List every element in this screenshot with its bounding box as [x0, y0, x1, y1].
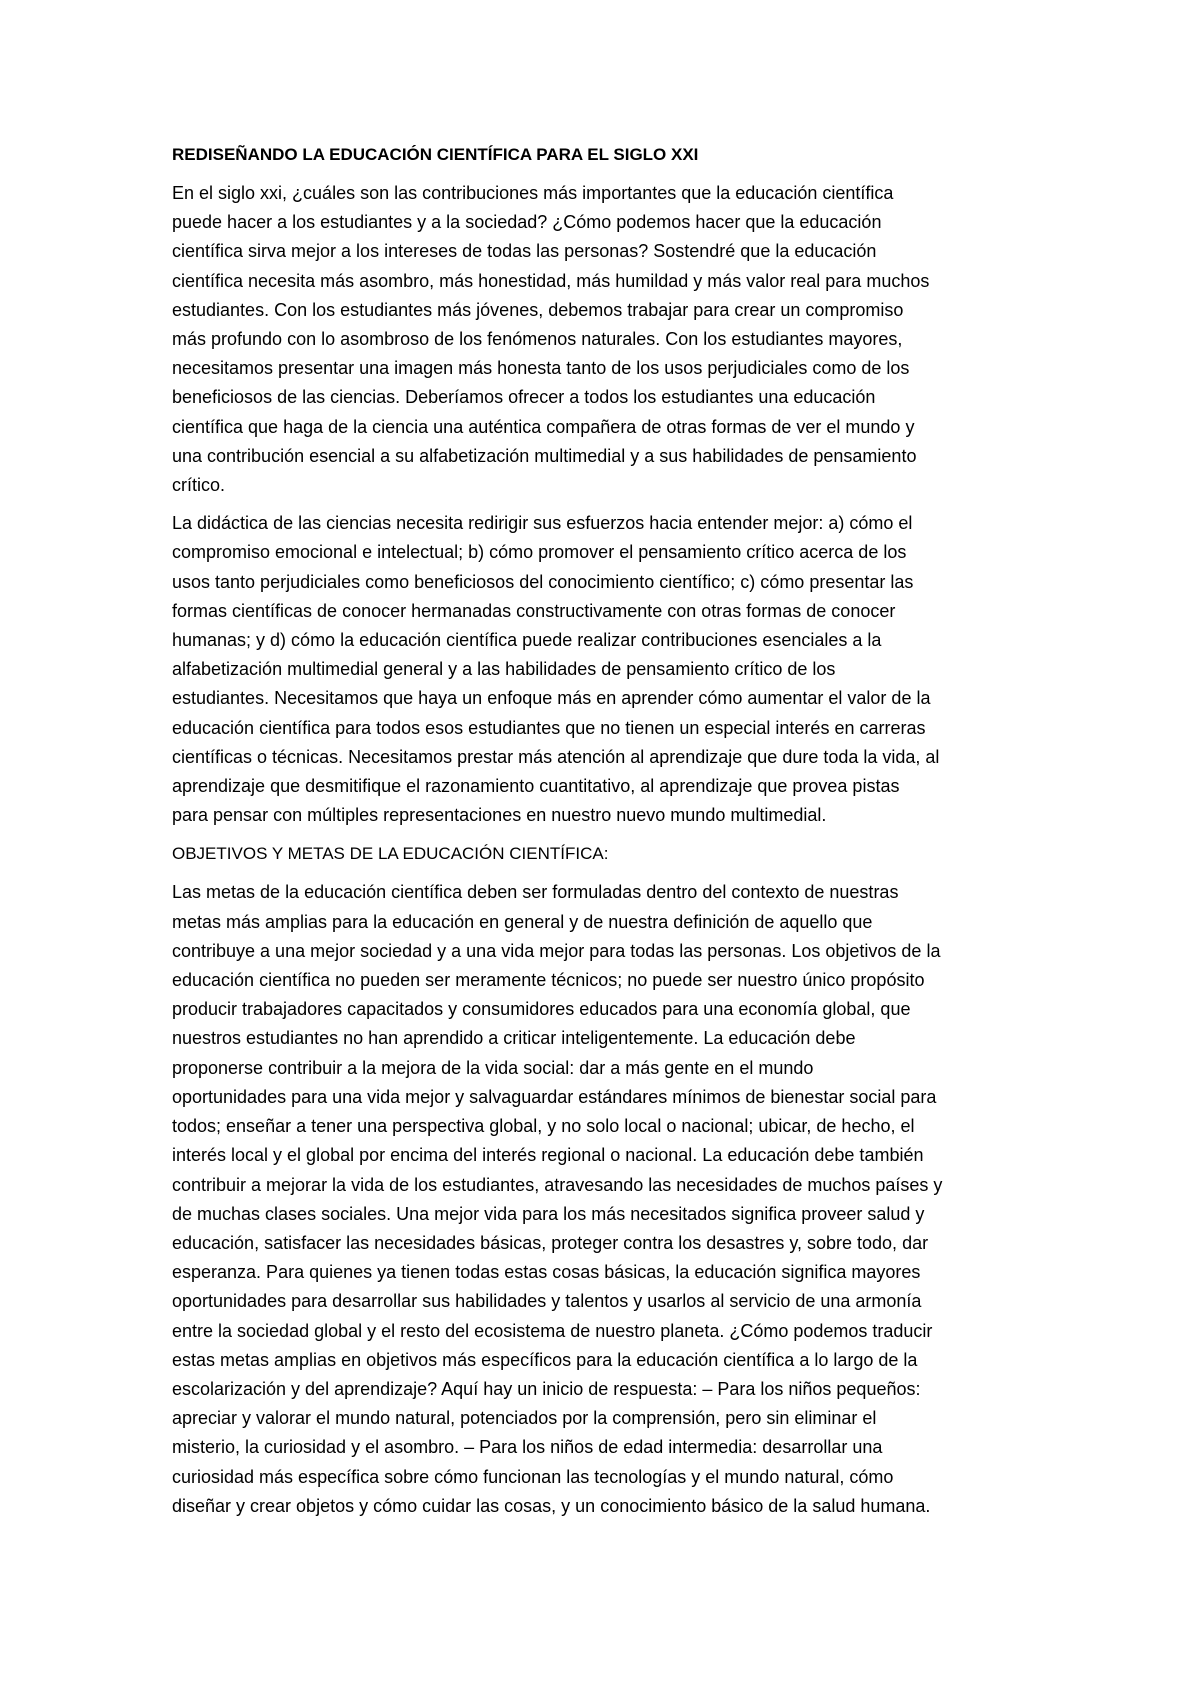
text-line: nuestros estudiantes no han aprendido a criticar inteligentemente. La educación debe — [172, 1028, 856, 1049]
text-line: científica que haga de la ciencia una auténtica compañera de otras formas de ver el mundo y — [172, 416, 915, 437]
paragraph-didactics — [172, 509, 1040, 830]
text-line: escolarización y del aprendizaje? Aquí hay un inicio de respuesta: – Para los niños pequeños: — [172, 1378, 921, 1399]
text-line: entre la sociedad global y el resto del ecosistema de nuestro planeta. ¿Cómo podemos traducir — [172, 1320, 933, 1341]
text-line: estudiantes. Con los estudiantes más jóvenes, debemos trabajar para crear un compromiso — [172, 299, 904, 320]
text-line: contribuir a mejorar la vida de los estudiantes, atravesando las necesidades de muchos países y — [172, 1174, 943, 1195]
text-line: estudiantes. Necesitamos que haya un enfoque más en aprender cómo aumentar el valor de la — [172, 688, 931, 709]
paragraph-intro — [172, 179, 1040, 500]
text-line: aprendizaje que desmitifique el razonamiento cuantitativo, al aprendizaje que provea pistas — [172, 776, 900, 797]
text-line: de muchas clases sociales. Una mejor vida para los más necesitados significa proveer salud y — [172, 1203, 925, 1224]
section-heading: OBJETIVOS Y METAS DE LA EDUCACIÓN CIENTÍFICA: — [172, 844, 609, 864]
text-line: En el siglo xxi, ¿cuáles son las contribuciones más importantes que la educación científica — [172, 183, 894, 203]
document-page — [172, 140, 1040, 1530]
text-line: oportunidades para una vida mejor y salvaguardar estándares mínimos de bienestar social para — [172, 1086, 937, 1107]
text-line: educación científica no pueden ser meramente técnicos; no puede ser nuestro único propósito — [172, 970, 925, 991]
text-line: diseñar y crear objetos y cómo cuidar las cosas, y un conocimiento básico de la salud humana. — [172, 1495, 931, 1516]
text-line: Las metas de la educación científica deben ser formuladas dentro del contexto de nuestras — [172, 882, 899, 903]
text-line: formas científicas de conocer hermanadas constructivamente con otras formas de conocer — [172, 600, 896, 621]
text-line: educación científica para todos esos estudiantes que no tienen un especial interés en carreras — [172, 717, 926, 738]
text-line: contribuye a una mejor sociedad y a una vida mejor para todas las personas. Los objetivos de la — [172, 940, 941, 961]
text-line: misterio, la curiosidad y el asombro. – Para los niños de edad intermedia: desarrollar una — [172, 1437, 883, 1458]
text-line: curiosidad más específica sobre cómo funcionan las tecnologías y el mundo natural, cómo — [172, 1466, 894, 1487]
text-line: beneficiosos de las ciencias. Deberíamos ofrecer a todos los estudiantes una educación — [172, 387, 876, 408]
text-line: científicas o técnicas. Necesitamos prestar más atención al aprendizaje que dure toda la vida, al — [172, 746, 940, 767]
text-line: para pensar con múltiples representaciones en nuestro nuevo mundo multimedial. — [172, 805, 827, 826]
text-line: usos tanto perjudiciales como beneficiosos del conocimiento científico; c) cómo presentar las — [172, 571, 914, 592]
text-line: interés local y el global por encima del interés regional o nacional. La educación debe también — [172, 1145, 924, 1166]
text-line: educación, satisfacer las necesidades básicas, proteger contra los desastres y, sobre todo, dar — [172, 1232, 929, 1253]
text-line: científica necesita más asombro, más honestidad, más humildad y más valor real para muchos — [172, 270, 930, 291]
text-line: todos; enseñar a tener una perspectiva global, y no solo local o nacional; ubicar, de hecho, el — [172, 1116, 915, 1137]
text-line: científica sirva mejor a los intereses de todas las personas? Sostendré que la educación — [172, 241, 877, 262]
text-line: compromiso emocional e intelectual; b) cómo promover el pensamiento crítico acerca de los — [172, 542, 907, 563]
text-line: metas más amplias para la educación en general y de nuestra definición de aquello que — [172, 911, 873, 932]
text-line: puede hacer a los estudiantes y a la sociedad? ¿Cómo podemos hacer que la educación — [172, 212, 882, 233]
text-line: oportunidades para desarrollar sus habilidades y talentos y usarlos al servicio de una armonía — [172, 1291, 922, 1312]
text-line: La didáctica de las ciencias necesita redirigir sus esfuerzos hacia entender mejor: a) cómo el — [172, 513, 913, 534]
text-line: humanas; y d) cómo la educación científica puede realizar contribuciones esenciales a la — [172, 630, 882, 651]
text-line: más profundo con lo asombroso de los fenómenos naturales. Con los estudiantes mayores, — [172, 329, 903, 350]
text-line: producir trabajadores capacitados y consumidores educados para una economía global, que — [172, 999, 911, 1020]
paragraph-goals — [172, 878, 1040, 1520]
text-line: necesitamos presentar una imagen más honesta tanto de los usos perjudiciales como de los — [172, 358, 910, 379]
text-line: estas metas amplias en objetivos más específicos para la educación científica a lo largo de la — [172, 1349, 918, 1370]
text-line: alfabetización multimedial general y a las habilidades de pensamiento crítico de los — [172, 659, 836, 680]
text-line: esperanza. Para quienes ya tienen todas estas cosas básicas, la educación significa mayores — [172, 1262, 921, 1283]
text-line: una contribución esencial a su alfabetización multimedial y a sus habilidades de pensamiento — [172, 445, 917, 466]
text-line: proponerse contribuir a la mejora de la vida social: dar a más gente en el mundo — [172, 1057, 814, 1078]
text-line: apreciar y valorar el mundo natural, potenciados por la comprensión, pero sin eliminar el — [172, 1408, 877, 1429]
text-line: crítico. — [172, 475, 226, 496]
document-title: REDISEÑANDO LA EDUCACIÓN CIENTÍFICA PARA EL SIGLO XXI — [172, 145, 699, 164]
